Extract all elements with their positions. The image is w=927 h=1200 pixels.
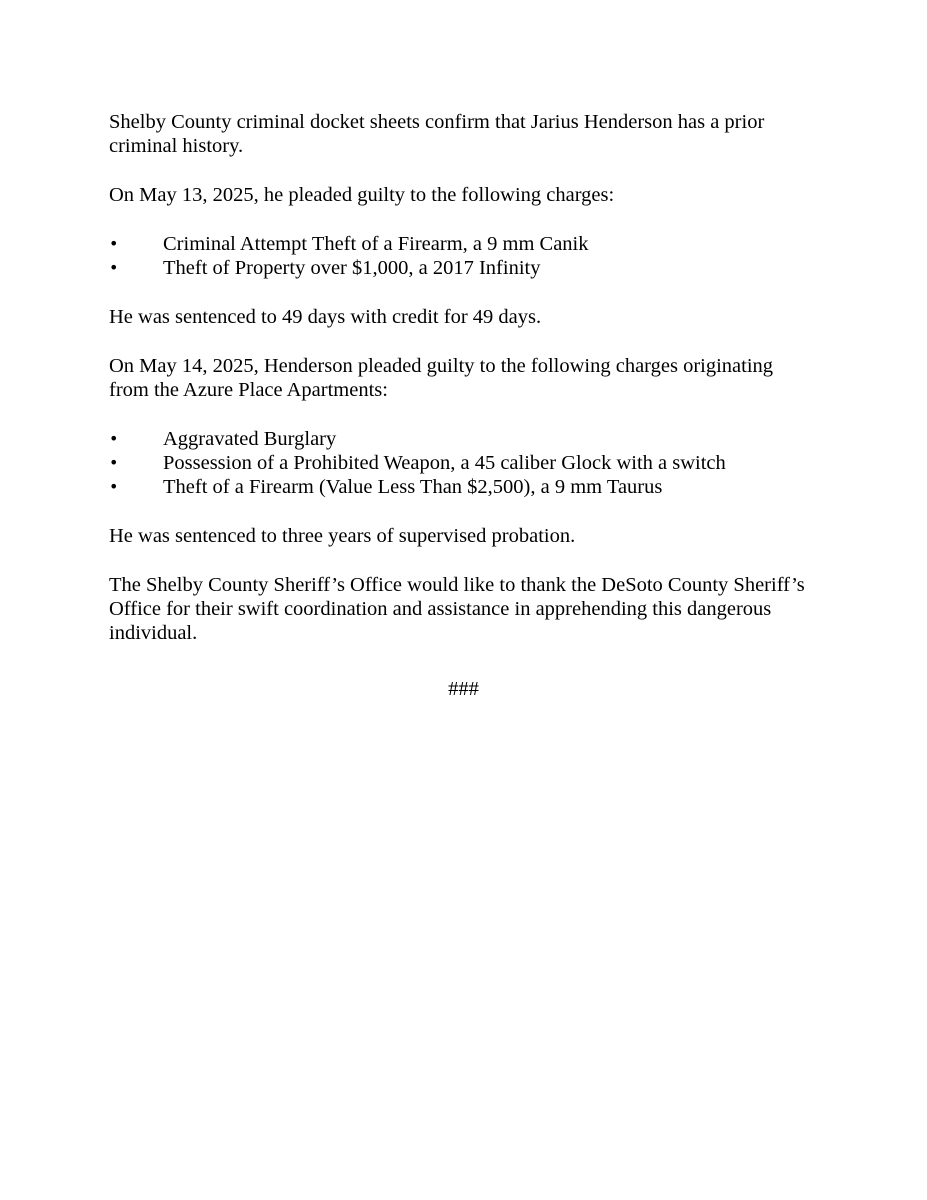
paragraph-criminal-history: Shelby County criminal docket sheets confirm that Jarius Henderson has a prior criminal history. — [109, 111, 765, 157]
list-item — [109, 451, 809, 475]
paragraph-may13-intro: On May 13, 2025, he pleaded guilty to the following charges: — [109, 184, 615, 206]
charge-text: Theft of a Firearm (Value Less Than $2,500), a 9 mm Taurus — [163, 476, 663, 498]
paragraph-thanks: The Shelby County Sheriff’s Office would like to thank the DeSoto County Sheriff’s Office for their swift coordination and assistance in apprehending this dangerous individual. — [109, 574, 805, 644]
bullet-icon: • — [109, 453, 119, 472]
charge-text: Criminal Attempt Theft of a Firearm, a 9 mm Canik — [163, 233, 589, 255]
charges-list-may14 — [109, 427, 809, 499]
paragraph-sentence-probation: He was sentenced to three years of supervised probation. — [109, 525, 576, 547]
list-item — [109, 256, 809, 280]
end-of-release-mark: ### — [448, 678, 479, 700]
paragraph-sentence-49-days: He was sentenced to 49 days with credit for 49 days. — [109, 306, 542, 328]
paragraph-may14-intro: On May 14, 2025, Henderson pleaded guilty to the following charges originating from the Azure Place Apartments: — [109, 355, 774, 401]
charge-text: Theft of Property over $1,000, a 2017 Infinity — [163, 257, 541, 279]
charge-text: Possession of a Prohibited Weapon, a 45 caliber Glock with a switch — [163, 452, 726, 474]
list-item — [109, 427, 809, 451]
list-item — [109, 232, 809, 256]
bullet-icon: • — [109, 477, 119, 496]
bullet-icon: • — [109, 429, 119, 448]
charge-text: Aggravated Burglary — [163, 428, 337, 450]
list-item — [109, 475, 809, 499]
document-body — [109, 110, 809, 670]
bullet-icon: • — [109, 258, 119, 277]
charges-list-may13 — [109, 232, 809, 280]
bullet-icon: • — [109, 234, 119, 253]
